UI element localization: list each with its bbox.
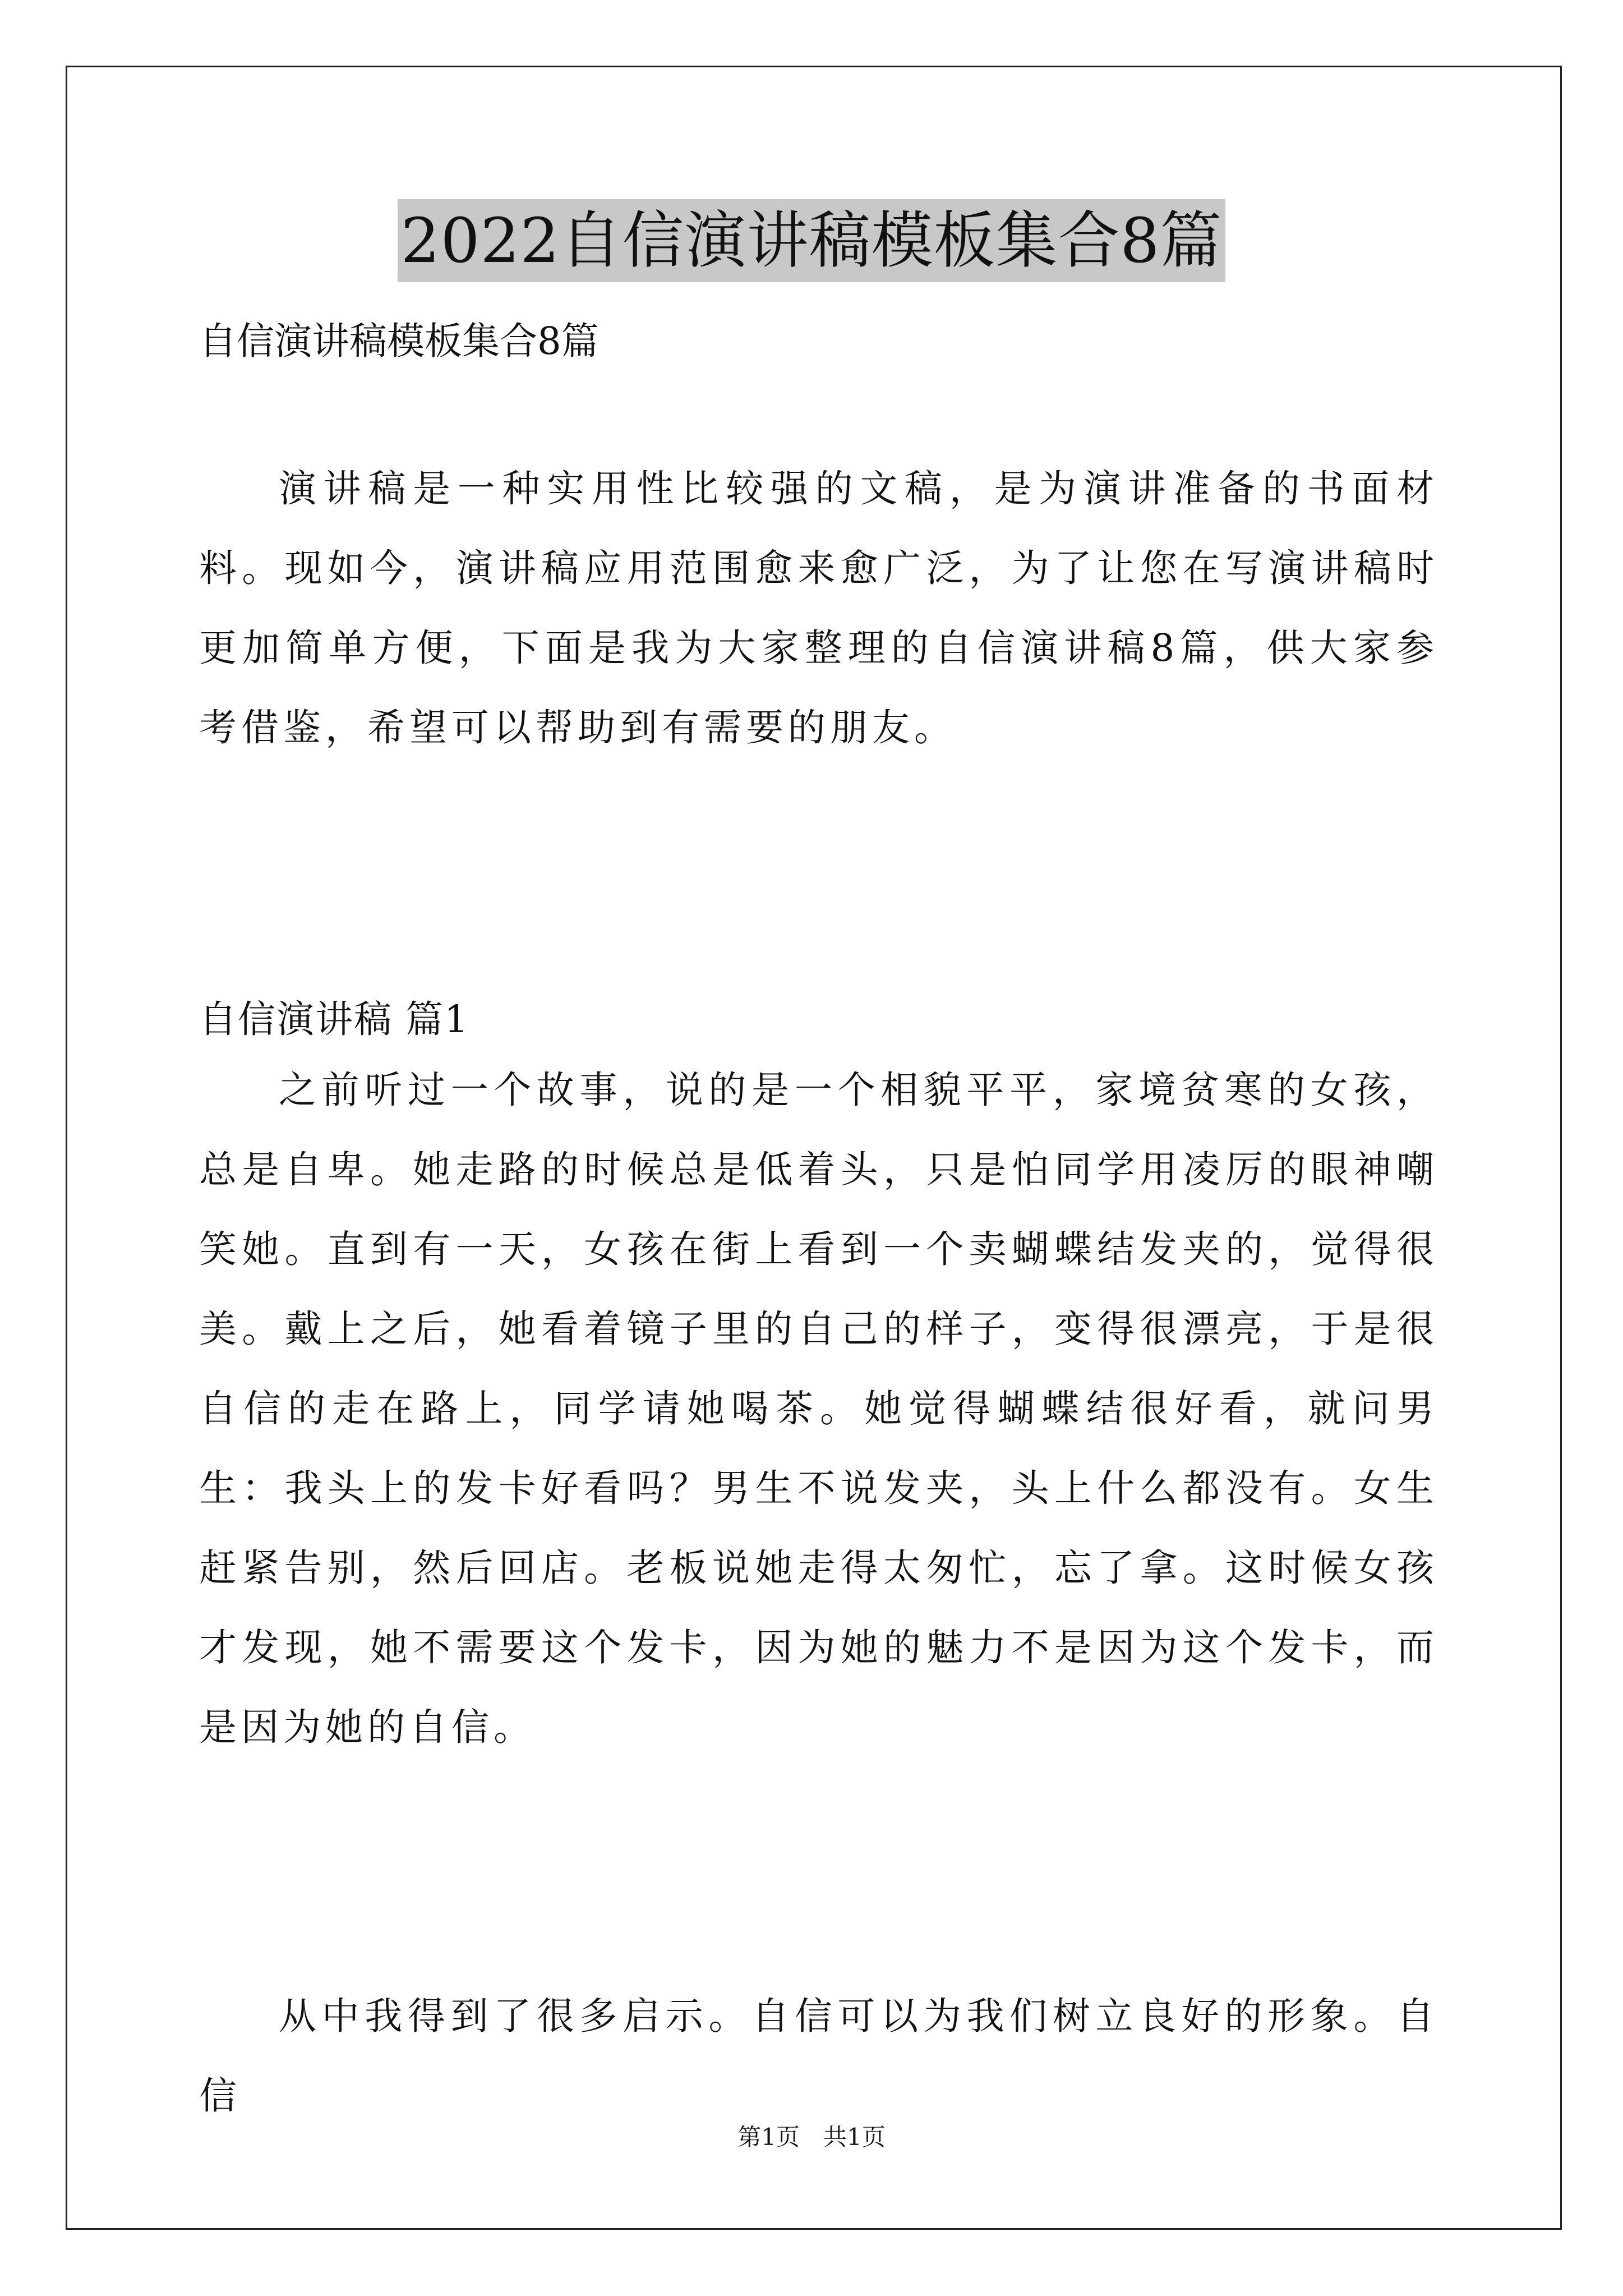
page-footer: [0, 2120, 1623, 2154]
title-container: [0, 199, 1623, 282]
section-heading: 自信演讲稿 篇1: [199, 997, 469, 1041]
document-title: 2022自信演讲稿模板集合8篇: [398, 199, 1226, 282]
intro-paragraph: 演讲稿是一种实用性比较强的文稿，是为演讲准备的书面材料。现如今，演讲稿应用范围愈来愈广泛，为了让您在写演讲稿时更加简单方便，下面是我为大家整理的自信演讲稿8篇，供大家参考借鉴，希望可以帮助到有需要的朋友。: [199, 467, 1438, 749]
section-paragraph-2: 从中我得到了很多启示。自信可以为我们树立良好的形象。自信: [199, 1994, 1438, 2118]
section-paragraph-1: 之前听过一个故事，说的是一个相貌平平，家境贫寒的女孩，总是自卑。她走路的时候总是低着头，只是怕同学用凌厉的眼神嘲笑她。直到有一天，女孩在街上看到一个卖蝴蝶结发夹的，觉得很美。戴上之后，她看着镜子里的自己的样子，变得很漂亮，于是很自信的走在路上，同学请她喝茶。她觉得蝴蝶结很好看，就问男生：我头上的发卡好看吗？男生不说发夹，头上什么都没有。女生赶紧告别，然后回店。老板说她走得太匆忙，忘了拿。这时候女孩才发现，她不需要这个发卡，因为她的魅力不是因为这个发卡，而是因为她的自信。: [199, 1068, 1438, 1749]
document-subtitle: 自信演讲稿模板集合8篇: [199, 319, 599, 363]
page-number: 第1页: [737, 2123, 800, 2151]
page-total: 共1页: [823, 2123, 886, 2151]
